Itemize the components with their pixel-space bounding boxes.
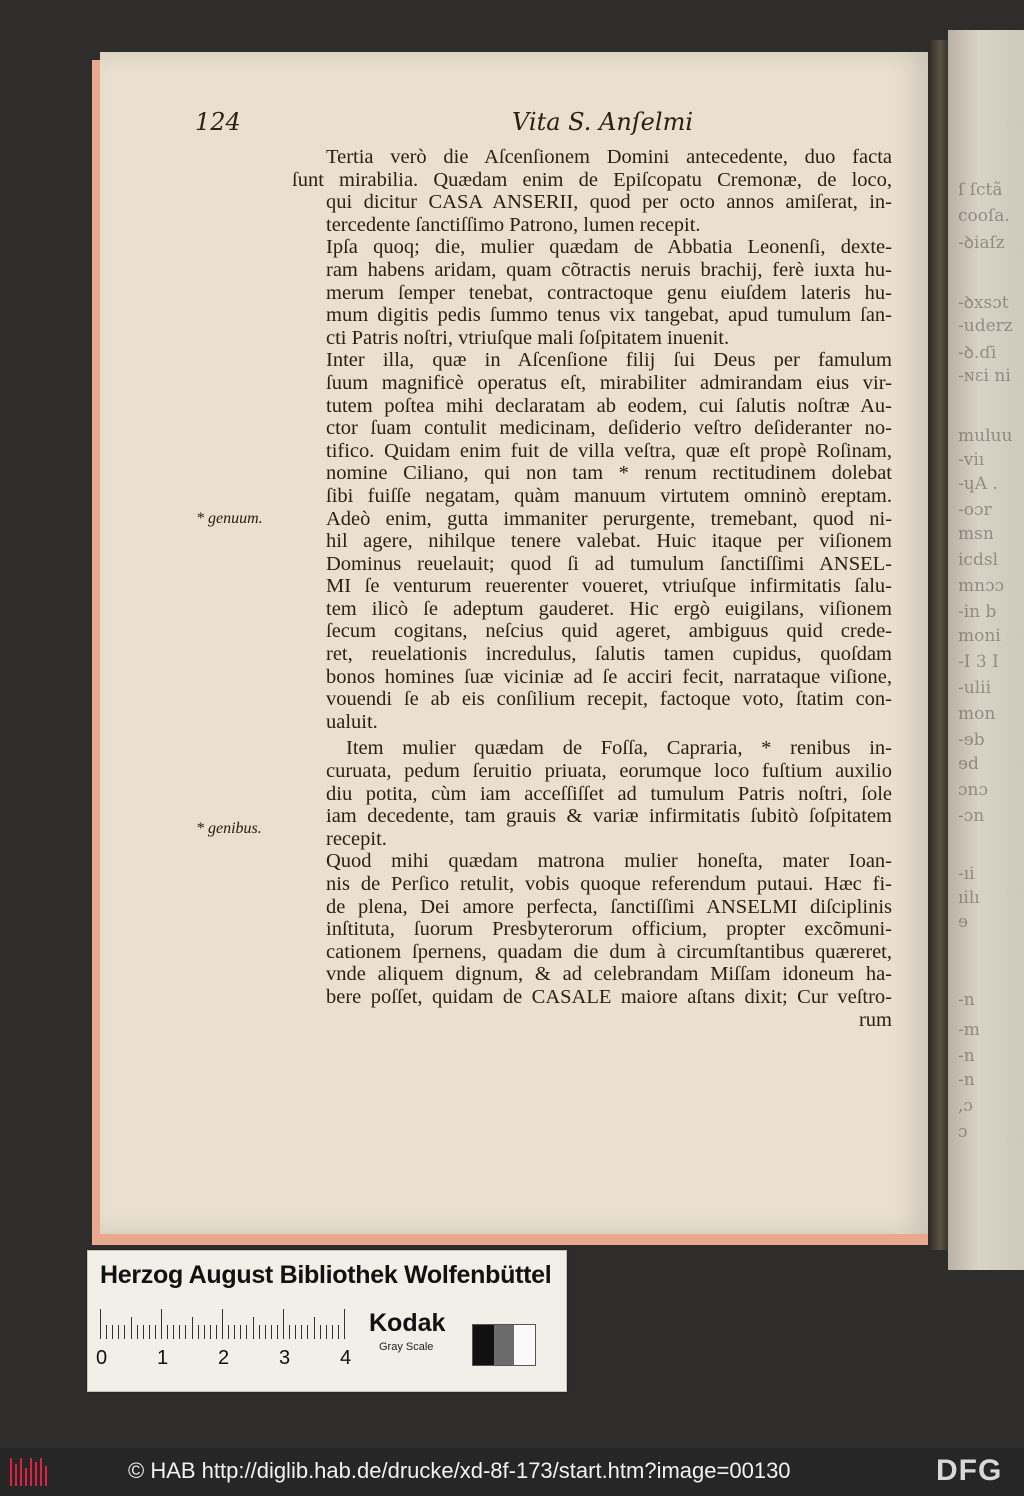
text-line: ram habens aridam, quam cõtractis neruis brachij, ferè iuxta hu- <box>326 258 892 281</box>
ruler-tick <box>185 1325 186 1339</box>
running-title: Vita S. Anſelmi <box>512 108 693 136</box>
ruler <box>100 1309 350 1339</box>
text-line: ctor ſuam contulit medicinam, deſiderio veſtro deſideranter no- <box>326 417 892 440</box>
text-line: vouendi ſe ab eis conſilium recepit, factoque voto, ſtatim con- <box>326 688 892 711</box>
text-line: hil agere, nihilque tenere valebat. Huic itaque per viſionem <box>326 530 892 553</box>
ruler-tick <box>112 1325 113 1339</box>
text-line: Dominus reuelauit; quod ſi ad tumulum ſanctiſſimi ANSEL- <box>326 552 892 575</box>
footer-bar <box>0 1448 1024 1496</box>
text-line: iam decedente, tam grauis & variæ infirmitatis ſubitò ſoſpitatem <box>326 805 892 828</box>
text-line: tifico. Quidam enim fuit de villa veſtra, quæ eſt propè Roſinam, <box>326 439 892 462</box>
copyright-link[interactable]: © HAB http://diglib.hab.de/drucke/xd-8f-173/start.htm?image=00130 <box>128 1458 791 1483</box>
ruler-tick <box>301 1325 302 1339</box>
facing-page: ſ ſctã cooſa. -ꝺiaſz -ꝺxsɔt -uderz -ꝺ.ɗi -ɴɛi ni muluu -viı -ɥA . -oɔr msn icdsl mnɔɔ -in b moni -I 3 I -ulii mon -ɘb ɘd ɔnɔ -ɔn -ıi ıilı ɘ -n -m -n -n ,ɔ ɔ <box>948 30 1024 1270</box>
page-header <box>0 108 1024 138</box>
margin-note: * genuum. <box>196 510 263 527</box>
ruler-number: 2 <box>218 1347 230 1369</box>
ruler-tick <box>204 1325 205 1339</box>
text-line: ualuit. <box>326 710 378 733</box>
text-line: curuata, pedum ſeruitio priuata, eorumque loco fuſtium auxilio <box>326 760 892 783</box>
ruler-tick <box>295 1325 296 1339</box>
ruler-number: 1 <box>157 1347 169 1369</box>
text-line: bonos homines ſuæ viciniæ ad ſe acciri fecit, narrataque viſione, <box>326 665 892 688</box>
ruler-tick <box>118 1325 119 1339</box>
ruler-tick <box>149 1325 150 1339</box>
text-line: tercedente ſanctiſſimo Patrono, lumen recepit. <box>326 213 701 236</box>
paragraph <box>292 349 892 733</box>
ruler-tick <box>198 1325 199 1339</box>
ruler-tick <box>240 1325 241 1339</box>
text-line: ſunt mirabilia. Quædam enim de Epiſcopatu Cremonæ, de loco, <box>292 168 892 191</box>
text-line: Quod mihi quædam matrona mulier honeſta, mater Ioan- <box>326 850 892 873</box>
text-line: cti Patris noſtri, vtriuſque mali ſoſpitatem inuenit. <box>326 326 730 349</box>
text-line: cationem ſpernens, quadam die dum à circumſtantibus quæreret, <box>326 940 892 963</box>
color-calibration-card <box>87 1250 567 1392</box>
ruler-tick <box>246 1325 247 1339</box>
text-line: Item mulier quædam de Foſſa, Capraria, * renibus in- <box>346 737 892 760</box>
ruler-tick <box>155 1325 156 1339</box>
text-line: ſuum magnificè operatus eſt, mirabiliter admirandam eius vir- <box>326 371 892 394</box>
gray-scale-patches <box>472 1324 536 1366</box>
ruler-tick <box>253 1317 254 1339</box>
text-line: merum ſemper tenebat, contractoque genu eiuſdem lateris hu- <box>326 281 892 304</box>
ruler-tick <box>167 1325 168 1339</box>
ruler-tick <box>124 1325 125 1339</box>
text-line: nomine Ciliano, qui non tam * renum rectitudinem dolebat <box>326 462 892 485</box>
ruler-tick <box>277 1325 278 1339</box>
text-line: recepit. <box>326 827 387 850</box>
ruler-tick <box>234 1325 235 1339</box>
ruler-tick <box>216 1325 217 1339</box>
ruler-tick <box>265 1325 266 1339</box>
text-line: Inter illa, quæ in Aſcenſione filij ſui Deus per famulum <box>326 349 892 372</box>
text-line: tutem poſtea mihi declaratam ab eodem, cui ſalutis noſtræ Au- <box>326 394 892 417</box>
text-line: qui dicitur CASA ANSERII, quod per octo annos amiſerat, in- <box>326 191 892 214</box>
text-line: Adeò enim, gutta immaniter perurgente, tremebant, quod ni- <box>326 507 892 530</box>
ruler-tick <box>222 1309 223 1339</box>
catchword: rum <box>858 1008 892 1031</box>
ruler-tick <box>106 1325 107 1339</box>
text-line: ſibi fuiſſe negatam, quàm manuum virtutem omninò ereptam. <box>326 484 892 507</box>
gray-scale-label: Gray Scale <box>379 1341 434 1353</box>
text-line: diu potita, cùm iam acceſſiſſet ad tumulum Patris noſtri, ſole <box>326 782 892 805</box>
ruler-tick <box>179 1325 180 1339</box>
hab-logo-icon <box>10 1458 48 1486</box>
kodak-logo: Kodak <box>369 1309 446 1337</box>
ruler-tick <box>143 1325 144 1339</box>
folio-number: 124 <box>195 108 241 136</box>
text-line: ſecum cogitans, neſcius quid ageret, ambiguus quid crede- <box>326 620 892 643</box>
margin-note: * genibus. <box>196 820 262 837</box>
paragraph <box>292 737 892 850</box>
ruler-tick <box>283 1309 284 1339</box>
ruler-tick <box>344 1309 345 1339</box>
ruler-tick <box>173 1325 174 1339</box>
ruler-number: 4 <box>340 1347 352 1369</box>
text-line: vnde aliquem dignum, & ad celebrandam Miſſam idoneum ha- <box>326 963 892 986</box>
body-text <box>292 146 892 1031</box>
ruler-tick <box>137 1325 138 1339</box>
ruler-tick <box>210 1325 211 1339</box>
library-name: Herzog August Bibliothek Wolfenbüttel <box>100 1261 552 1289</box>
text-line: Ipſa quoq; die, mulier quædam de Abbatia Leonenſi, dexte- <box>326 236 892 259</box>
dfg-logo: DFG <box>936 1454 1003 1487</box>
text-line: bere poſſet, quidam de CASALE maiore aſtans dixit; Cur veſtro- <box>326 985 892 1008</box>
ruler-tick <box>338 1325 339 1339</box>
ruler-tick <box>326 1325 327 1339</box>
ruler-tick <box>314 1317 315 1339</box>
ruler-tick <box>161 1309 162 1339</box>
ruler-tick <box>320 1325 321 1339</box>
ruler-tick <box>332 1325 333 1339</box>
ruler-tick <box>271 1325 272 1339</box>
text-line: nis de Perſico retulit, vobis quoque referendum putaui. Hæc fi- <box>326 873 892 895</box>
ruler-tick <box>131 1317 132 1339</box>
ruler-tick <box>289 1325 290 1339</box>
paragraph <box>292 236 892 349</box>
text-line: ret, reuelationis incredulus, ſalutis tamen cupidus, quoſdam <box>326 643 892 666</box>
paragraph <box>292 850 892 1031</box>
text-line: Tertia verò die Aſcenſionem Domini antecedente, duo facta <box>326 146 892 168</box>
ruler-tick <box>228 1325 229 1339</box>
text-line: tem ilicò ſe adeptum gauderet. Hic ergò euigilans, viſionem <box>326 597 892 620</box>
text-line: inſtituta, ſuorum Presbyterorum officium, propter excõmuni- <box>326 918 892 941</box>
ruler-tick <box>100 1309 101 1339</box>
ruler-tick <box>259 1325 260 1339</box>
text-line: de plena, Dei amore perfecta, ſanctiſſimi ANSELMI diſciplinis <box>326 895 892 918</box>
book-gutter <box>928 40 948 1250</box>
text-line: MI ſe venturum reuerenter voueret, vtriuſque infirmitatis ſalu- <box>326 575 892 598</box>
paragraph <box>292 146 892 236</box>
ruler-number: 0 <box>96 1347 108 1369</box>
text-line: mum digitis pedis ſummo tenus vix tangebat, apud tumulum ſan- <box>326 304 892 327</box>
ruler-number: 3 <box>279 1347 291 1369</box>
ruler-tick <box>307 1325 308 1339</box>
ruler-tick <box>192 1317 193 1339</box>
